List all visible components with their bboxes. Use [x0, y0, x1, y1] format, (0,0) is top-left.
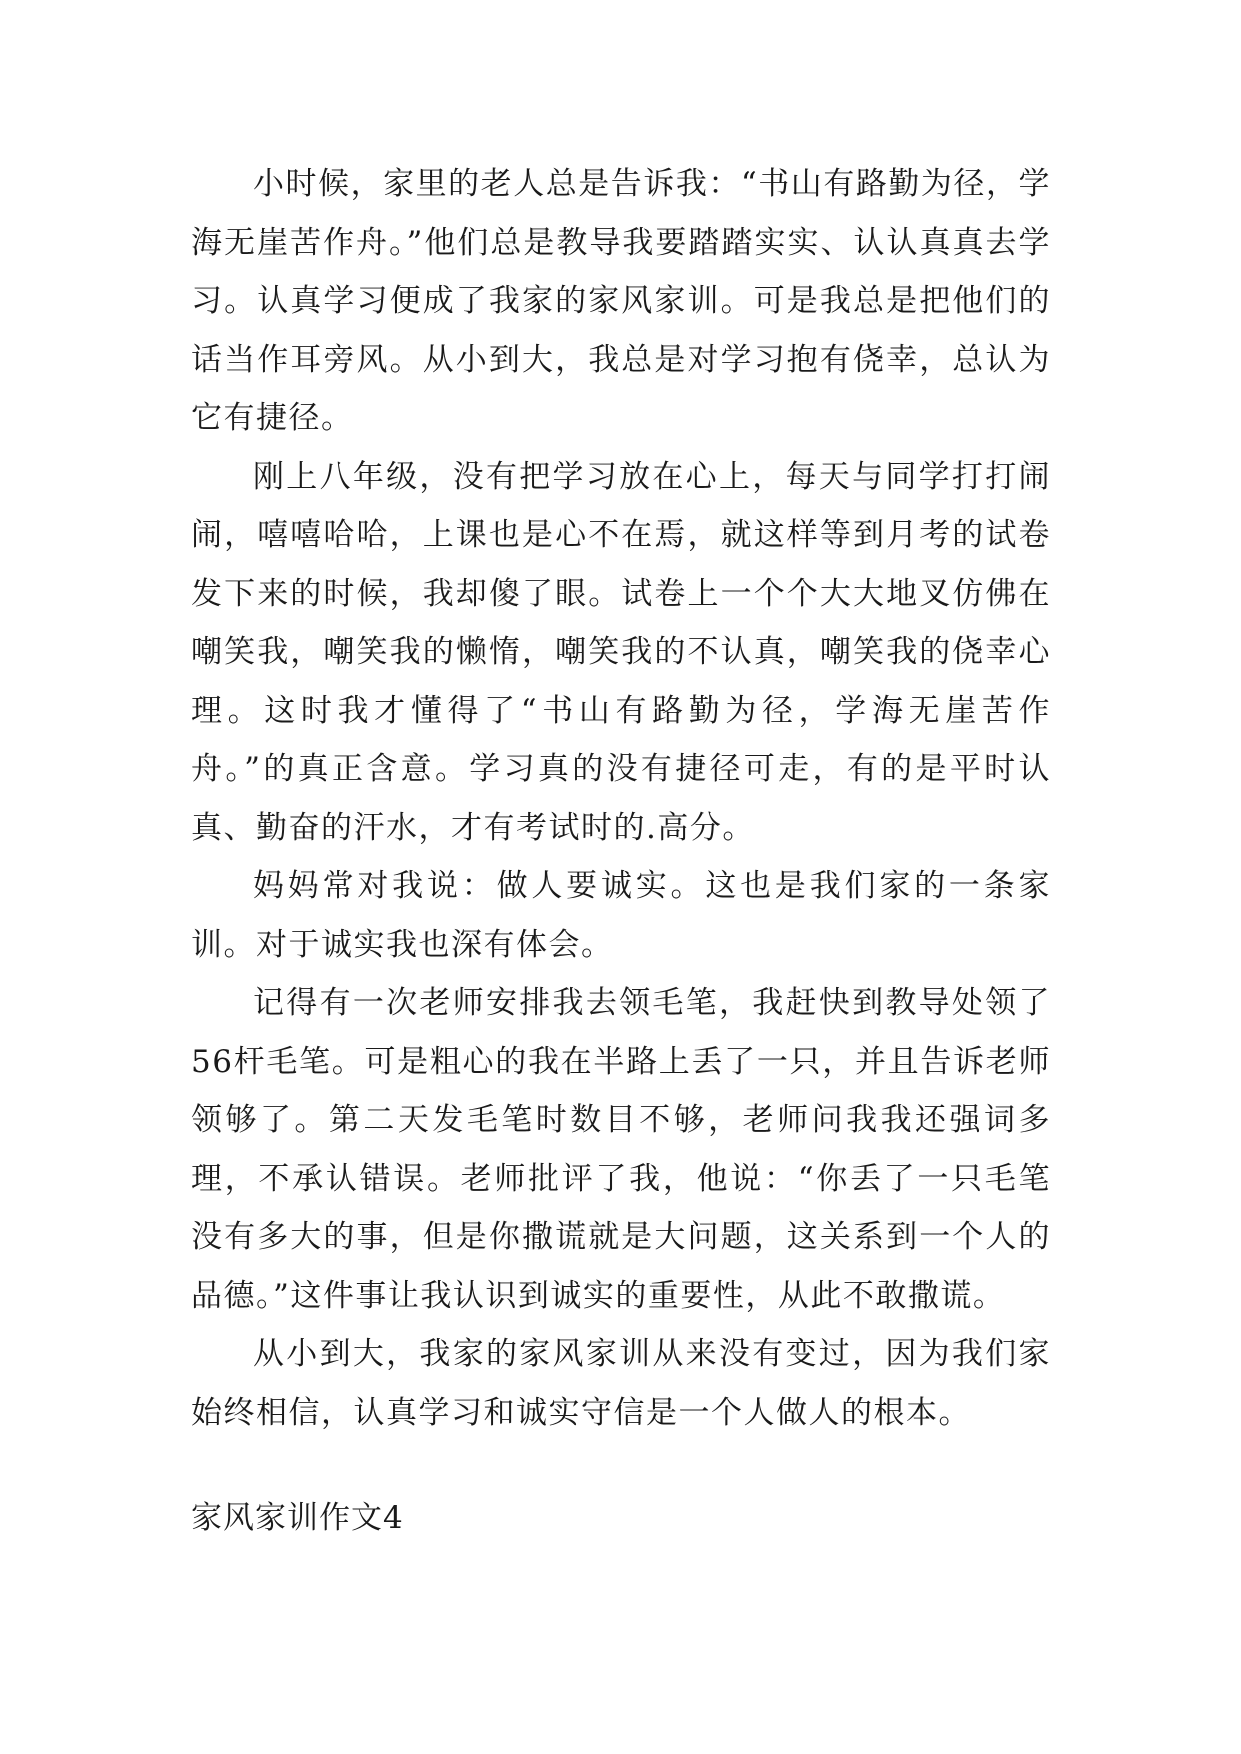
section-heading: 家风家训作文4 — [191, 1500, 404, 1536]
paragraph-5: 从小到大，我家的家风家训从来没有变过，因为我们家始终相信，认真学习和诚实守信是一个人做人的根本。 — [191, 1336, 1051, 1431]
paragraph-4: 记得有一次老师安排我去领毛笔，我赶快到教导处领了56杆毛笔。可是粗心的我在半路上丢了一只，并且告诉老师领够了。第二天发毛笔时数目不够，老师问我我还强词多理，不承认错误。老师批评了我，他说：“你丢了一只毛笔没有多大的事，但是你撒谎就是大问题，这关系到一个人的品德。”这件事让我认识到诚实的重要性，从此不敢撒谎。 — [191, 985, 1051, 1314]
paragraph-2: 刚上八年级，没有把学习放在心上，每天与同学打打闹闹，嘻嘻哈哈，上课也是心不在焉，就这样等到月考的试卷发下来的时候，我却傻了眼。试卷上一个个大大地叉仿佛在嘲笑我，嘲笑我的懒惰，嘲笑我的不认真，嘲笑我的侥幸心理。这时我才懂得了“书山有路勤为径，学海无崖苦作舟。”的真正含意。学习真的没有捷径可走，有的是平时认真、勤奋的汗水，才有考试时的.高分。 — [191, 458, 1051, 846]
document-body — [191, 155, 1051, 1442]
paragraph-1: 小时候，家里的老人总是告诉我：“书山有路勤为径，学海无崖苦作舟。”他们总是教导我要踏踏实实、认认真真去学习。认真学习便成了我家的家风家训。可是我总是把他们的话当作耳旁风。从小到大，我总是对学习抱有侥幸，总认为它有捷径。 — [191, 166, 1051, 436]
paragraph-3: 妈妈常对我说：做人要诚实。这也是我们家的一条家训。对于诚实我也深有体会。 — [191, 868, 1051, 963]
